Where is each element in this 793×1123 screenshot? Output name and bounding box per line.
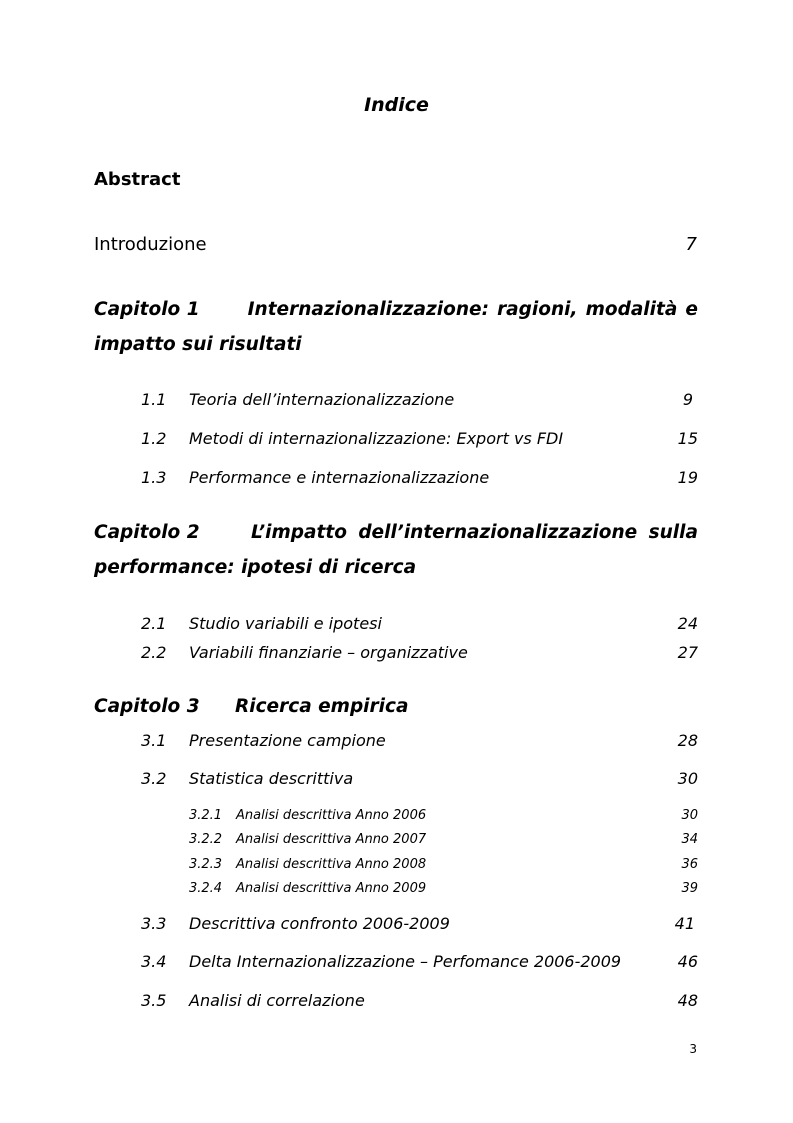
chapter-title-word: dell’internazionalizzazione [358, 522, 638, 543]
entry-label: Studio variabili e ipotesi [189, 614, 382, 633]
entry-page: 24 [677, 614, 698, 633]
entry-number: 2.1 [141, 614, 167, 633]
chapter-title-line2: performance: ipotesi di ricerca [94, 557, 417, 578]
chapter-title-word: ragioni, [497, 299, 578, 320]
entry-number: 1.3 [141, 468, 167, 487]
chapter-title-word: L’impatto [250, 522, 347, 543]
entry-page: 41 [674, 914, 695, 933]
toc-entry [141, 769, 698, 788]
subentry-number: 3.2.1 [189, 808, 223, 823]
toc-entry [141, 643, 698, 662]
toc-entry [141, 914, 698, 933]
entry-number: 2.2 [141, 643, 167, 662]
entry-label: Metodi di internazionalizzazione: Export vs FDI [189, 429, 564, 448]
chapter-title-line2: impatto sui risultati [94, 334, 302, 355]
chapter-3-heading [94, 696, 408, 717]
toc-entry [141, 614, 698, 633]
subentry-page: 36 [681, 857, 698, 872]
entry-page: 48 [677, 991, 698, 1010]
entry-number: 1.2 [141, 429, 167, 448]
introduction-label: Introduzione [94, 234, 207, 255]
toc-entry [141, 731, 698, 750]
subentry-label: Analisi descrittiva Anno 2009 [236, 881, 427, 896]
entry-page: 27 [677, 643, 698, 662]
entry-label: Performance e internazionalizzazione [189, 468, 490, 487]
entry-number: 3.3 [141, 914, 167, 933]
chapter-title-word: e [685, 299, 698, 320]
subentry-page: 34 [681, 832, 698, 847]
subentry-label: Analisi descrittiva Anno 2008 [236, 857, 427, 872]
entry-label: Delta Internazionalizzazione – Perfomance 2006-2009 [189, 952, 622, 971]
page-title: Indice [364, 94, 429, 116]
entry-label: Statistica descrittiva [189, 769, 354, 788]
toc-entry [141, 429, 698, 448]
entry-label: Analisi di correlazione [189, 991, 365, 1010]
entry-label: Presentazione campione [189, 731, 386, 750]
chapter-title: Ricerca empirica [235, 696, 409, 717]
subentry-number: 3.2.2 [189, 832, 223, 847]
chapter-number: Capitolo 2 [94, 522, 200, 543]
entry-number: 3.1 [141, 731, 167, 750]
entry-number: 3.2 [141, 769, 167, 788]
entry-page: 30 [677, 769, 698, 788]
entry-page: 46 [677, 952, 698, 971]
subentry-number: 3.2.3 [189, 857, 223, 872]
toc-subentry [189, 881, 698, 896]
entry-label: Teoria dell’internazionalizzazione [189, 390, 455, 409]
toc-entry [141, 390, 698, 409]
entry-page: 19 [677, 468, 698, 487]
subentry-page: 30 [681, 808, 698, 823]
chapter-2-heading [94, 515, 698, 585]
toc-subentry [189, 808, 698, 823]
toc-entry [141, 468, 698, 487]
abstract-heading: Abstract [94, 169, 181, 190]
chapter-title-word: modalità [585, 299, 678, 320]
subentry-label: Analisi descrittiva Anno 2006 [236, 808, 427, 823]
entry-label: Variabili finanziarie – organizzative [189, 643, 468, 662]
entry-page: 15 [677, 429, 698, 448]
chapter-1-heading [94, 292, 698, 362]
toc-subentry [189, 832, 698, 847]
page-number: 3 [689, 1042, 697, 1056]
toc-entry [141, 991, 698, 1010]
chapter-number: Capitolo 3 [94, 696, 200, 717]
chapter-title-word: sulla [648, 522, 698, 543]
entry-number: 1.1 [141, 390, 167, 409]
entry-label: Descrittiva confronto 2006-2009 [189, 914, 450, 933]
entry-page: 9 [682, 390, 693, 409]
subentry-label: Analisi descrittiva Anno 2007 [236, 832, 427, 847]
chapter-title-word: Internazionalizzazione: [247, 299, 489, 320]
chapter-number: Capitolo 1 [94, 299, 200, 320]
introduction-page: 7 [685, 234, 697, 255]
subentry-page: 39 [681, 881, 698, 896]
entry-number: 3.4 [141, 952, 167, 971]
toc-subentry [189, 857, 698, 872]
entry-number: 3.5 [141, 991, 167, 1010]
entry-page: 28 [677, 731, 698, 750]
subentry-number: 3.2.4 [189, 881, 223, 896]
toc-entry [141, 952, 698, 971]
